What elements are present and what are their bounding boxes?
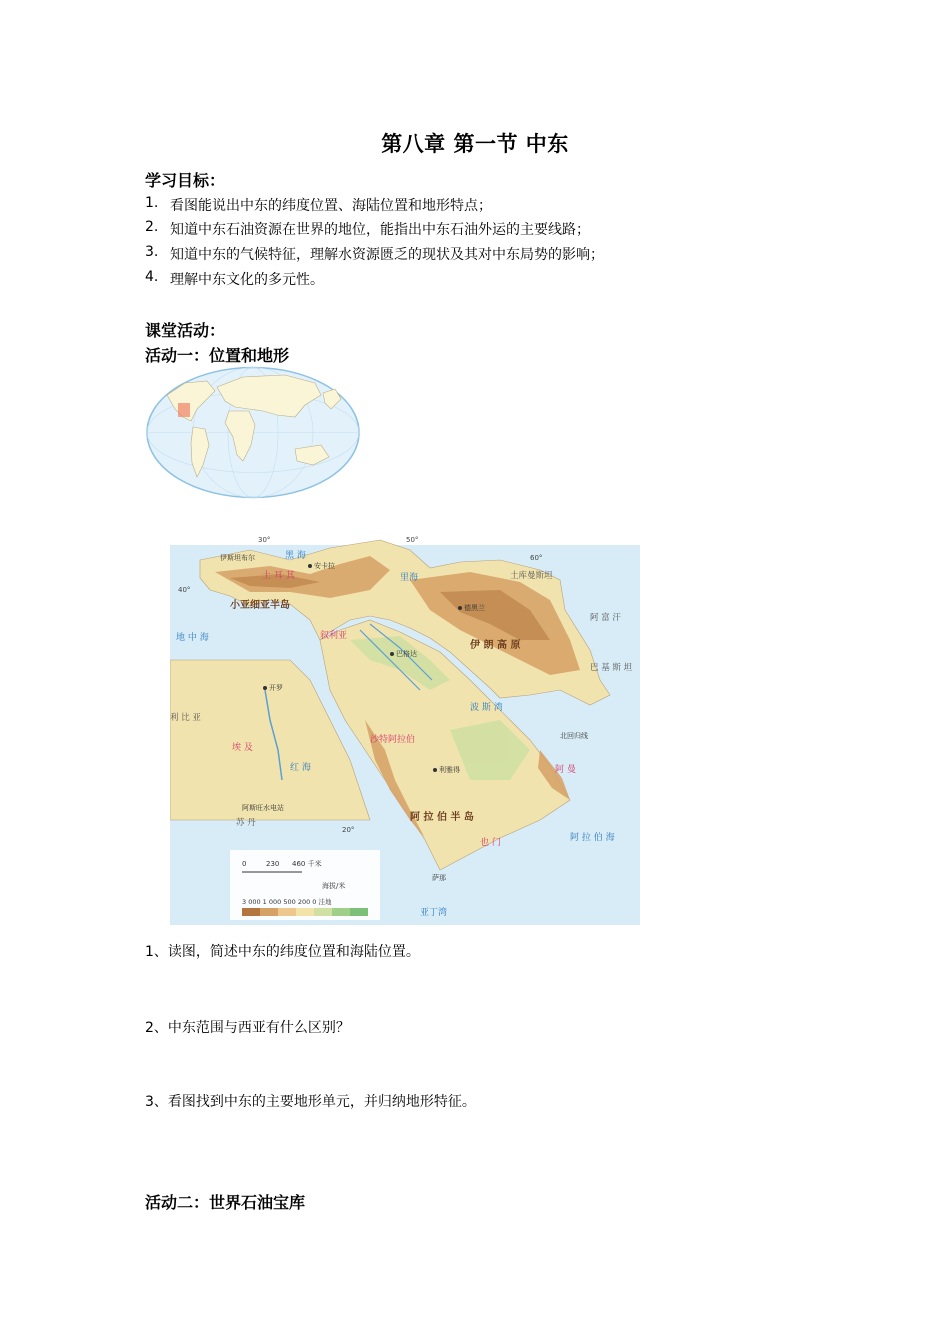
legend-swatch [332,908,350,916]
map-label-oman: 阿 曼 [555,765,576,775]
activities-heading: 课堂活动： [145,321,226,340]
map-degree-label: 50° [406,536,419,544]
objective-text: 看图能说出中东的纬度位置、海陆位置和地形特点； [170,198,492,214]
map-label-gulf-of-aden: 亚丁湾 [420,908,448,918]
map-label-sanaa: 萨那 [432,874,446,882]
map-label-afghanistan: 阿 富 汗 [590,613,621,623]
map-label-arabian-sea: 阿 拉 伯 海 [570,833,615,843]
map-label-riyadh: 利雅得 [439,766,460,774]
legend-swatch [314,908,332,916]
map-degree-label: 40° [178,586,191,594]
objective-item [145,219,590,239]
map-label-ankara: 安卡拉 [314,562,335,570]
legend-swatch [260,908,278,916]
map-label-libya: 利 比 亚 [170,713,201,723]
scale-mid: 230 [266,860,280,868]
objective-text: 知道中东的气候特征，理解水资源匮乏的现状及其对中东局势的影响； [170,247,604,263]
map-degree-label: 20° [342,826,355,834]
map-label-istanbul: 伊斯坦布尔 [220,554,255,562]
map-label-pakistan: 巴 基 斯 坦 [590,663,633,673]
map-label-mediterranean: 地 中 海 [176,633,209,643]
question-3: 3、看图找到中东的主要地形单元，并归纳地形特征。 [145,1094,476,1110]
map-label-syria: 叙利亚 [320,631,348,641]
world-locator-map [145,365,361,500]
map-label-red-sea: 红 海 [290,763,311,773]
activity-two-heading: 活动二：世界石油宝库 [145,1193,306,1212]
map-label-turkey: 土 耳 其 [262,571,295,581]
objective-number: 3. [145,244,159,260]
legend-swatch [278,908,296,916]
objective-item [145,244,604,264]
map-label-persian-gulf: 波 斯 湾 [470,703,503,713]
map-label-arabian-peninsula: 阿 拉 伯 半 岛 [410,812,474,823]
map-label-turkmenistan: 土库曼斯坦 [510,571,553,581]
objectives-heading: 学习目标： [145,171,226,190]
scale-zero: 0 [242,860,247,868]
map-label-egypt: 埃 及 [232,743,253,753]
objective-item [145,269,324,289]
objective-item [145,195,492,215]
legend-swatch [296,908,314,916]
elevation-legend [242,908,368,916]
map-label-aswan-dam: 阿斯旺水电站 [242,804,284,812]
question-1: 1、读图，简述中东的纬度位置和海陆位置。 [145,944,420,960]
objective-text: 理解中东文化的多元性。 [170,272,324,288]
legend-swatch [242,908,260,916]
map-label-caspian-sea: 里海 [400,573,419,583]
legend-values: 3 000 1 000 500 200 0 洼地 [242,898,332,906]
map-label-iran-plateau: 伊 朗 高 原 [470,640,521,651]
map-label-saudi: 沙特阿拉伯 [370,735,416,745]
map-label-baghdad: 巴格达 [396,650,417,658]
map-label-anatolia: 小亚细亚半岛 [230,600,290,611]
map-degree-label: 30° [258,536,271,544]
question-2: 2、中东范围与西亚有什么区别？ [145,1020,350,1036]
map-label-sudan: 苏 丹 [236,818,256,828]
map-label-cairo: 开罗 [269,684,283,692]
page-title: 第八章 第一节 中东 [381,132,569,156]
map-label-yemen: 也 门 [480,838,501,848]
objective-number: 4. [145,269,159,285]
map-label-tropic: 北回归线 [560,732,588,740]
objective-number: 2. [145,219,159,235]
legend-swatch [350,908,368,916]
scale-end: 460 千米 [292,860,322,868]
map-degree-label: 60° [530,554,543,562]
map-label-black-sea: 黑 海 [285,551,306,561]
activity-one-heading: 活动一：位置和地形 [145,346,290,365]
objective-number: 1. [145,195,159,211]
middle-east-physical-map [170,520,640,925]
legend-title: 海拔/米 [322,882,346,890]
map-label-tehran: 德黑兰 [464,604,485,612]
objective-text: 知道中东石油资源在世界的地位，能指出中东石油外运的主要线路； [170,222,590,238]
